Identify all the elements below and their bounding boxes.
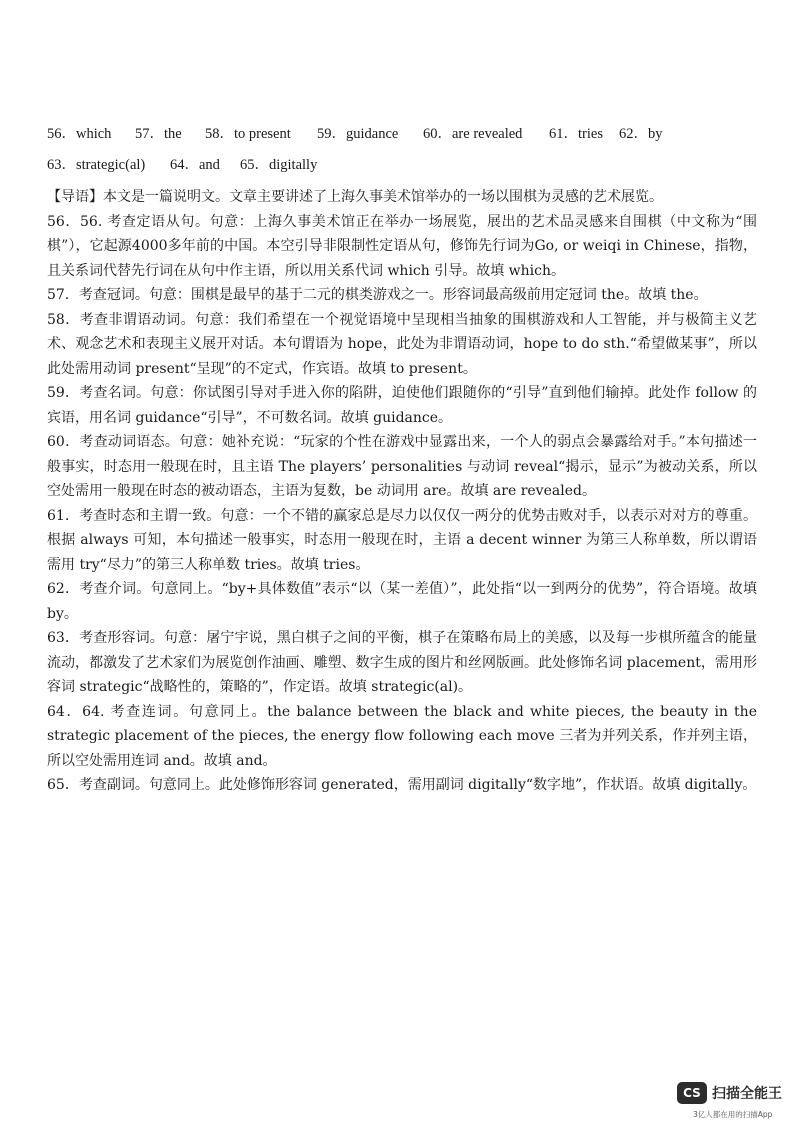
explanation-60: 60．考查动词语态。句意：她补充说：“玩家的个性在游戏中显露出来，一个人的弱点会暴露给对手。”本句描述一般事实，时态用一般现在时，且主语 The players’ personalities 与动词 reveal“揭示，显示”为被动关系，所以空处需用一般现在时态的被动语态，主语为复数，be 动词用 are。故填 are revealed。 [47, 434, 757, 499]
answer-60: 60．are revealed [423, 126, 523, 142]
answer-59: 59．guidance [317, 126, 399, 142]
explanation-57: 57．考查冠词。句意：围棋是最早的基于二元的棋类游戏之一。形容词最高级前用定冠词 the。故填 the。 [47, 287, 708, 303]
explanation-65: 65．考查副词。句意同上。此处修饰形容词 generated，需用副词 digitally“数字地”，作状语。故填 digitally。 [47, 777, 757, 793]
explanations [47, 185, 757, 798]
explanation-63: 63．考查形容词。句意：屠宁宇说，黑白棋子之间的平衡，棋子在策略布局上的美感，以及每一步棋所蕴含的能量流动，都激发了艺术家们为展览创作油画、雕塑、数字生成的图片和丝网版画。此处修饰名词 placement，需用形容词 strategic“战略性的，策略的”，作定语。故填 strategic(al)。 [47, 630, 757, 695]
answer-row-1 [47, 124, 747, 155]
app-tagline: 3亿人都在用的扫描App [693, 1110, 773, 1119]
answer-row-2 [47, 155, 747, 186]
answer-62: 62．by [619, 126, 663, 142]
explanation-56: 56．56. 考查定语从句。句意：上海久事美术馆正在举办一场展览，展出的艺术品灵感来自围棋（中文称为“围棋”），它起源4000多年前的中国。本空引导非限制性定语从句，修饰先行词为Go, or weiqi in Chinese，指物，且关系词代替先行词在从句中作主语，所以用关系代词 which 引导。故填 which。 [47, 213, 757, 279]
explanation-62: 62．考查介词。句意同上。“by+具体数值”表示“以（某一差值）”，此处指“以一到两分的优势”，符合语境。故填 by。 [47, 581, 757, 622]
answer-65: 65．digitally [240, 157, 318, 173]
answer-61: 61．tries [549, 126, 603, 142]
explanation-61: 61．考查时态和主谓一致。句意：一个不错的赢家总是尽力以仅仅一两分的优势击败对手，以表示对对方的尊重。根据 always 可知，本句描述一般事实，时态用一般现在时，主语 a decent winner 为第三人称单数，所以谓语需用 try“尽力”的第三人称单数 tries。故填 tries。 [47, 507, 757, 573]
answer-58: 58．to present [205, 126, 291, 142]
answer-63: 63．strategic(al) [47, 157, 146, 173]
scanner-watermark [677, 1082, 789, 1122]
camscanner-logo-icon: CS [677, 1082, 707, 1104]
intro-paragraph: 【导语】本文是一篇说明文。文章主要讲述了上海久事美术馆举办的一场以围棋为灵感的艺术展览。 [47, 189, 663, 205]
app-name: 扫描全能王 [712, 1086, 782, 1102]
explanation-58: 58．考查非谓语动词。句意：我们希望在一个视觉语境中呈现相当抽象的围棋游戏和人工智能，并与极简主义艺术、观念艺术和表现主义展开对话。本句谓语为 hope，此处为非谓语动词，hope to do sth.“希望做某事”，所以此处需用动词 present“呈现”的不定式，作宾语。故填 to present。 [47, 311, 757, 377]
answer-key [47, 124, 747, 186]
answer-56: 56．which [47, 126, 112, 142]
answer-57: 57．the [135, 126, 182, 142]
explanation-64: 64．64. 考查连词。句意同上。the balance between the black and white pieces, the beauty in the strategic placement of the pieces, the energy flow following each move 三者为并列关系，作并列主语，所以空处需用连词 and。故填 and。 [47, 703, 757, 769]
answer-64: 64．and [170, 157, 220, 173]
explanation-59: 59．考查名词。句意：你试图引导对手进入你的陷阱，迫使他们跟随你的“引导”直到他们输掉。此处作 follow 的宾语，用名词 guidance“引导”，不可数名词。故填 guidance。 [47, 385, 757, 426]
